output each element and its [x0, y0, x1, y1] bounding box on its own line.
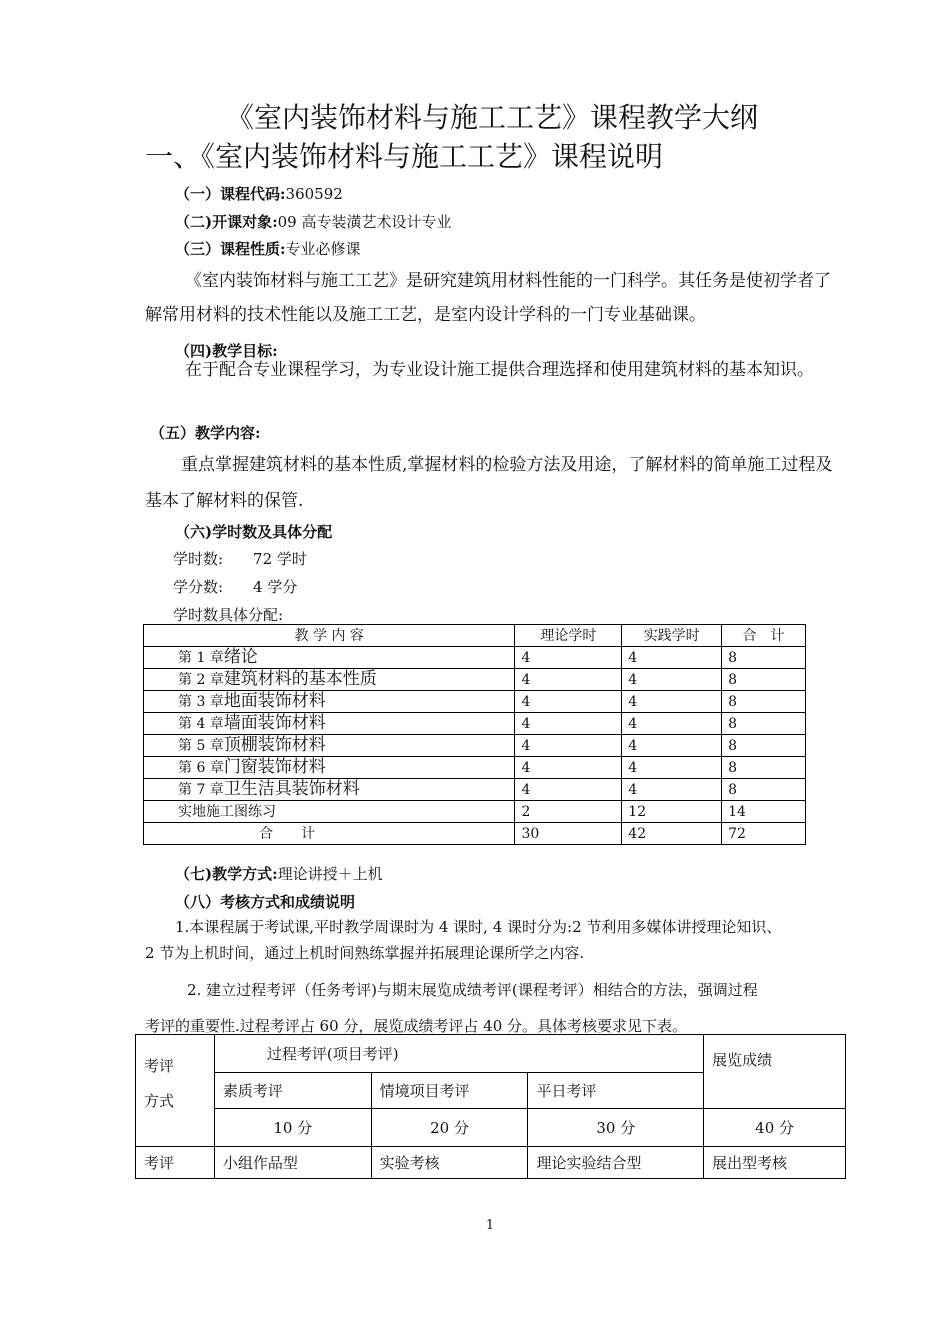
quality-score: 10 分	[214, 1109, 371, 1147]
course-nature-value: 专业必修课	[285, 240, 361, 258]
document-title: 《室内装饰材料与施工工艺》课程教学大纲	[225, 101, 758, 134]
content-label: （五）教学内容:	[150, 424, 261, 442]
table-row	[144, 735, 806, 757]
chapter-number: 第 6 章	[178, 760, 224, 776]
header-total: 合 计	[722, 625, 806, 647]
table-row	[144, 757, 806, 779]
practice-cell: 4	[622, 735, 722, 757]
theory-cell: 4	[515, 757, 622, 779]
chapter-cell	[144, 757, 515, 779]
theory-cell: 4	[515, 669, 622, 691]
goal-label: （四)教学目标:	[175, 342, 278, 360]
table-row	[144, 669, 806, 691]
hours-label: （六)学时数及具体分配	[175, 523, 333, 541]
hours-total: 学时数: 72 学时	[173, 550, 307, 568]
chapter-number: 第 5 章	[178, 738, 224, 754]
table-row	[144, 713, 806, 735]
quality-eval-header: 素质考评	[214, 1073, 371, 1109]
chapter-name: 建筑材料的基本性质	[223, 669, 377, 689]
practice-cell: 12	[622, 801, 722, 823]
chapter-name: 墙面装饰材料	[223, 713, 326, 733]
eval-type-4: 展出型考核	[704, 1147, 846, 1179]
chapter-number: 第 3 章	[178, 694, 224, 710]
eval-type-1: 小组作品型	[214, 1147, 371, 1179]
eval-method-cell	[136, 1035, 215, 1147]
exhibit-header: 展览成绩	[704, 1035, 846, 1109]
theory-cell: 4	[515, 735, 622, 757]
course-intro: 《室内装饰材料与施工工艺》是研究建筑用材料性能的一门科学。其任务是使初学者了解常用材料的技术性能以及施工工艺，是室内设计学科的一门专业基础课。	[145, 271, 831, 325]
table-row	[144, 779, 806, 801]
total-cell: 8	[722, 691, 806, 713]
practice-cell: 4	[622, 713, 722, 735]
teaching-method	[175, 863, 383, 884]
chapter-cell	[144, 647, 515, 669]
practice-cell: 4	[622, 779, 722, 801]
course-audience	[175, 211, 452, 232]
chapter-name: 门窗装饰材料	[223, 757, 326, 777]
chapter-name: 实地施工图练习	[178, 804, 276, 820]
daily-score: 30 分	[528, 1109, 704, 1147]
credits: 学分数: 4 学分	[173, 578, 298, 596]
sum-theory: 30	[515, 823, 622, 845]
total-cell: 8	[722, 647, 806, 669]
table-row	[144, 801, 806, 823]
teaching-method-value: 理论讲授＋上机	[277, 865, 383, 883]
eval-method-label-2: 方式	[144, 1092, 175, 1110]
evaluation-table	[135, 1034, 846, 1179]
process-eval-header: 过程考评(项目考评)	[214, 1035, 703, 1073]
practice-cell: 4	[622, 669, 722, 691]
eval-type-3: 理论实验结合型	[528, 1147, 704, 1179]
total-cell: 8	[722, 669, 806, 691]
eval-type-2: 实验考核	[371, 1147, 528, 1179]
practice-cell: 4	[622, 757, 722, 779]
table-row	[144, 691, 806, 713]
hours-table-header	[144, 625, 806, 647]
total-cell: 8	[722, 757, 806, 779]
chapter-cell	[144, 691, 515, 713]
course-nature	[175, 238, 361, 259]
chapter-number: 第 1 章	[178, 650, 224, 666]
exam-label: （八）考核方式和成绩说明	[175, 893, 356, 911]
chapter-cell	[144, 779, 515, 801]
exam-para-1a: 1.本课程属于考试课,平时教学周课时为 4 课时, 4 课时分为:2 节利用多媒体讲授理论知识、	[175, 918, 782, 936]
chapter-name: 地面装饰材料	[223, 691, 326, 711]
scenario-score: 20 分	[371, 1109, 528, 1147]
page-number: 1	[485, 1218, 495, 1233]
sum-label: 合 计	[144, 823, 515, 845]
eval-method-label-1: 考评	[144, 1057, 175, 1075]
chapter-cell	[144, 713, 515, 735]
section-heading: 一、《室内装饰材料与施工工艺》课程说明	[145, 140, 664, 173]
header-practice: 实践学时	[622, 625, 722, 647]
chapter-name: 卫生洁具装饰材料	[223, 779, 360, 799]
theory-cell: 4	[515, 647, 622, 669]
chapter-cell	[144, 801, 515, 823]
course-code-label: （一）课程代码:	[175, 185, 286, 203]
table-row	[144, 647, 806, 669]
theory-cell: 4	[515, 779, 622, 801]
chapter-cell	[144, 735, 515, 757]
content-text: 重点掌握建筑材料的基本性质,掌握材料的检验方法及用途，了解材料的简单施工过程及基本了解材料的保管.	[145, 455, 833, 511]
practice-cell: 4	[622, 647, 722, 669]
exam-para-1b: 2 节为上机时间，通过上机时间熟练掌握并拓展理论课所学之内容.	[145, 944, 585, 962]
goal-text: 在于配合专业课程学习，为专业设计施工提供合理选择和使用建筑材料的基本知识。	[185, 360, 814, 380]
course-code-value: 360592	[285, 185, 343, 203]
scenario-eval-header: 情境项目考评	[371, 1073, 528, 1109]
chapter-name: 绪论	[223, 647, 258, 667]
chapter-name: 顶棚装饰材料	[223, 735, 326, 755]
eval-row-label: 考评	[136, 1147, 215, 1179]
sum-practice: 42	[622, 823, 722, 845]
exam-para-2b: 考评的重要性.过程考评占 60 分，展览成绩考评占 40 分。具体考核要求见下表。	[145, 1017, 688, 1035]
course-code	[175, 183, 343, 204]
theory-cell: 4	[515, 713, 622, 735]
daily-eval-header: 平日考评	[528, 1073, 704, 1109]
sum-total: 72	[722, 823, 806, 845]
course-nature-label: （三）课程性质:	[175, 240, 286, 258]
total-cell: 14	[722, 801, 806, 823]
theory-cell: 4	[515, 691, 622, 713]
total-cell: 8	[722, 735, 806, 757]
hours-detail-label: 学时数具体分配:	[173, 606, 284, 624]
chapter-number: 第 4 章	[178, 716, 224, 732]
total-cell: 8	[722, 779, 806, 801]
course-audience-value: 09 高专装潢艺术设计专业	[277, 213, 452, 231]
teaching-method-label: （七)教学方式:	[175, 865, 278, 883]
header-theory: 理论学时	[515, 625, 622, 647]
chapter-number: 第 7 章	[178, 782, 224, 798]
theory-cell: 2	[515, 801, 622, 823]
hours-table	[143, 624, 806, 845]
exhibit-score: 40 分	[704, 1109, 846, 1147]
header-content: 教 学 内 容	[144, 625, 515, 647]
exam-para-2a: 2. 建立过程考评（任务考评)与期末展览成绩考评(课程考评）相结合的方法，强调过程	[187, 981, 758, 999]
practice-cell: 4	[622, 691, 722, 713]
course-audience-label: （二)开课对象:	[175, 213, 278, 231]
table-sum-row	[144, 823, 806, 845]
chapter-number: 第 2 章	[178, 672, 224, 688]
total-cell: 8	[722, 713, 806, 735]
chapter-cell	[144, 669, 515, 691]
